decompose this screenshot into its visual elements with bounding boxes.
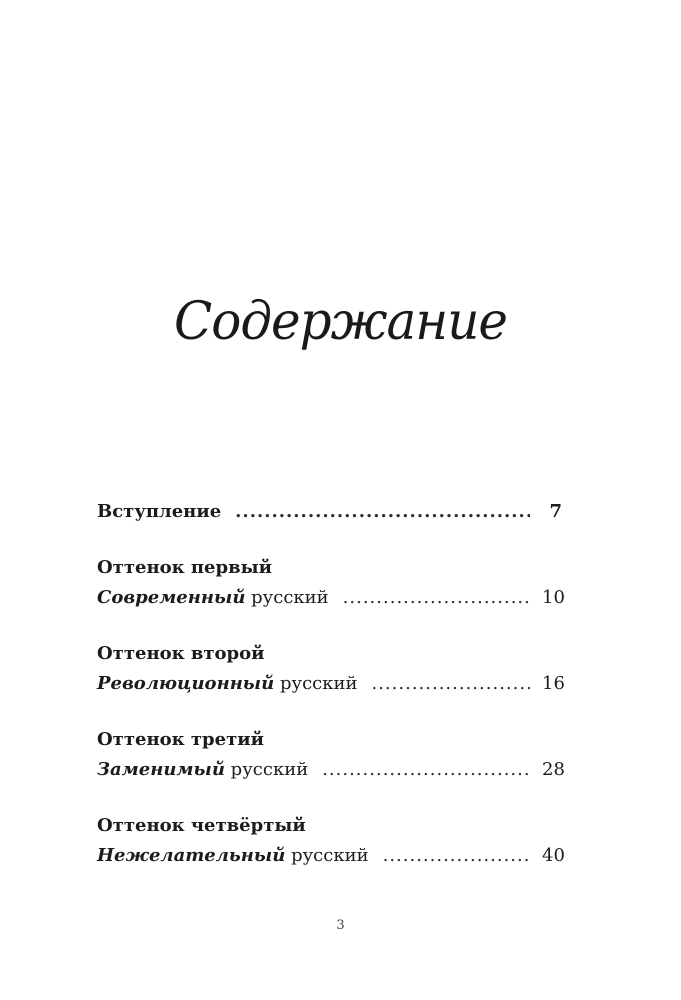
toc-entry-intro[interactable]: [97, 500, 562, 524]
toc-entry-emphasis: Заменимый: [97, 759, 225, 780]
page-number: 3: [336, 918, 345, 933]
toc-page-number: 16: [542, 673, 565, 694]
toc-entry-label: русский: [279, 673, 358, 694]
toc-entry-chapter-2[interactable]: [97, 672, 565, 696]
toc-page-number: 7: [549, 501, 562, 522]
dot-leader: [322, 758, 530, 782]
dot-leader: [235, 500, 530, 524]
toc-entry-emphasis: Нежелательный: [97, 845, 286, 866]
page-title: Содержание: [173, 290, 508, 352]
toc-entry-label: русский: [251, 587, 329, 608]
chapter-heading-2: Оттенок второй: [97, 643, 265, 664]
chapter-heading-1: Оттенок первый: [97, 557, 272, 578]
dot-leader: [343, 586, 530, 610]
toc-entry-emphasis: Революционный: [97, 673, 275, 694]
dot-leader: [383, 844, 530, 868]
toc-page-number: 10: [542, 587, 565, 608]
toc-page-number: 40: [542, 845, 565, 866]
toc-entry-chapter-1[interactable]: [97, 586, 565, 610]
toc-entry-label: русский: [230, 759, 309, 780]
toc-entry-label: русский: [291, 845, 369, 866]
toc-entry-chapter-3[interactable]: [97, 758, 565, 782]
toc-entry-emphasis: Современный: [97, 587, 246, 608]
dot-leader: [371, 672, 530, 696]
chapter-heading-4: Оттенок четвёртый: [97, 815, 306, 836]
toc-entry-label: Вступление: [97, 501, 222, 522]
toc-entry-chapter-4[interactable]: [97, 844, 565, 868]
chapter-heading-3: Оттенок третий: [97, 729, 264, 750]
toc-page-number: 28: [542, 759, 565, 780]
